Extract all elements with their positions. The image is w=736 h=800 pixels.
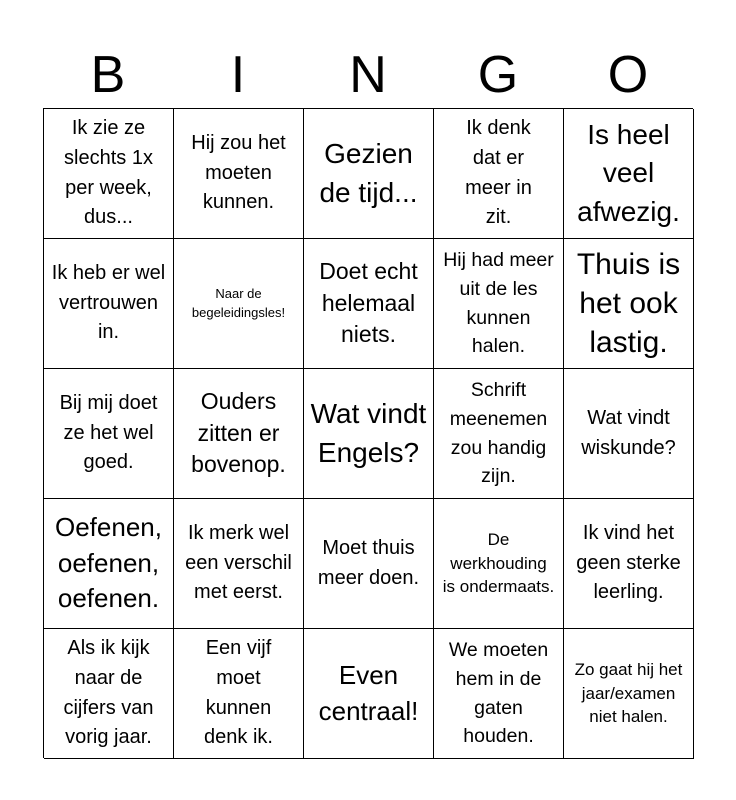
cell-text: Als ik kijk naar de cijfers van vorig jaar. [63,637,154,749]
bingo-cell[interactable] [434,109,564,239]
bingo-cell[interactable] [564,239,694,369]
cell-text: Ik heb er wel vertrouwen in. [51,262,166,344]
cell-text: Gezien de tijd... [319,137,418,208]
bingo-cell[interactable] [564,369,694,499]
cell-text: Moet thuis meer doen. [317,536,420,589]
bingo-cell[interactable] [304,109,434,239]
cell-text: Ik zie ze slechts 1x per week, dus... [64,117,153,229]
cell-text: Is heel veel afwezig. [577,118,680,227]
cell-text: De werkhouding is ondermaats. [442,529,555,597]
bingo-cell[interactable] [564,629,694,759]
bingo-cell[interactable] [304,629,434,759]
header-letter-b: B [90,46,126,104]
bingo-cell[interactable] [434,629,564,759]
cell-text: Ik vind het geen sterke leerling. [576,522,681,604]
cell-text: Doet echt helemaal niets. [319,257,418,348]
cell-text: Een vijf moet kunnen denk ik. [204,637,273,749]
bingo-cell[interactable] [44,499,174,629]
cell-text: Zo gaat hij het jaar/examen niet halen. [574,659,683,727]
cell-text: We moeten hem in de gaten houden. [448,638,549,748]
bingo-cell[interactable] [564,109,694,239]
bingo-cell[interactable] [174,499,304,629]
bingo-cell[interactable] [44,629,174,759]
bingo-cell[interactable] [174,109,304,239]
cell-text: Naar de begeleidingsles! [191,285,286,320]
bingo-board [43,108,693,758]
bingo-cell[interactable] [304,369,434,499]
cell-text: Hij zou het moeten kunnen. [191,132,286,214]
cell-text: Schrift meenemen zou handig zijn. [449,378,548,488]
bingo-cell[interactable] [304,239,434,369]
bingo-cell[interactable] [564,499,694,629]
bingo-cell[interactable] [434,369,564,499]
bingo-cell[interactable] [44,369,174,499]
cell-text: Wat vindt Engels? [310,397,427,468]
bingo-cell[interactable] [304,499,434,629]
cell-text: Bij mij doet ze het wel goed. [59,392,158,474]
bingo-cell[interactable] [44,239,174,369]
bingo-cell[interactable] [174,239,304,369]
cell-text: Oefenen, oefenen, oefenen. [55,511,162,614]
bingo-cell[interactable] [434,239,564,369]
bingo-header [43,42,693,108]
header-letter-g: G [477,46,519,104]
cell-text: Hij had meer uit de les kunnen halen. [443,248,554,358]
cell-text: Ouders zitten er bovenop. [191,387,286,478]
cell-text: Ik merk wel een verschil met eerst. [185,522,292,604]
header-letter-n: N [349,46,387,104]
cell-text: Ik denk dat er meer in zit. [465,117,532,229]
bingo-cell[interactable] [434,499,564,629]
bingo-cell[interactable] [174,629,304,759]
cell-text: Thuis is het ook lastig. [576,248,681,359]
bingo-cell[interactable] [44,109,174,239]
cell-text: Even centraal! [318,659,419,726]
bingo-cell[interactable] [174,369,304,499]
header-letter-o: O [607,46,649,104]
header-letter-i: I [230,46,246,104]
cell-text: Wat vindt wiskunde? [581,406,676,459]
